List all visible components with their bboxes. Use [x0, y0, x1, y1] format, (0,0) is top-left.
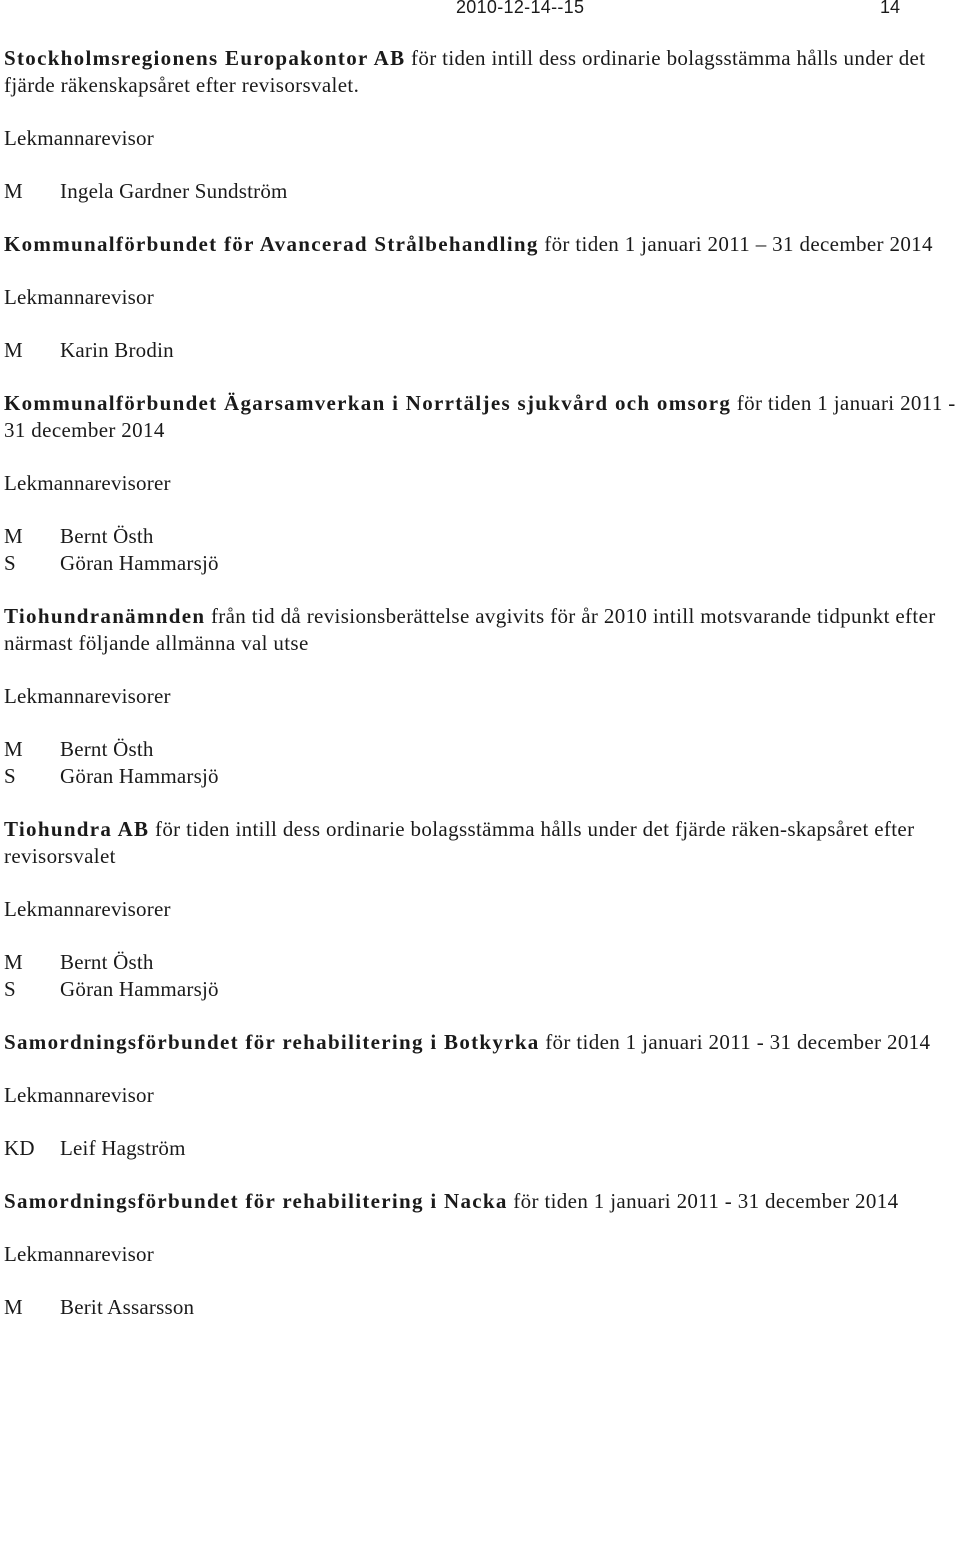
- term-description: för tiden 1 januari 2011 - 31 december 2014: [4, 391, 956, 442]
- entry-stockholmsregionens-europakontor: [4, 45, 956, 205]
- entry-heading: [4, 1188, 956, 1215]
- member-name: Bernt Östh: [60, 737, 154, 761]
- member-name: Leif Hagström: [60, 1136, 186, 1160]
- member-row: [4, 976, 956, 1003]
- term-description: för tiden intill dess ordinarie bolagsstämma hålls under det fjärde räken-skapsåret efter revisorsvalet: [4, 817, 915, 868]
- member-row: [4, 1135, 956, 1162]
- member-name: Berit Assarsson: [60, 1295, 195, 1319]
- member-row: [4, 949, 956, 976]
- member-name: Göran Hammarsjö: [60, 764, 219, 788]
- role-label: Lekmannarevisor: [4, 285, 154, 309]
- member-row: [4, 550, 956, 577]
- member-list: [4, 178, 956, 205]
- entry-heading: [4, 1029, 956, 1056]
- organization-name: Stockholmsregionens Europakontor AB: [4, 46, 406, 70]
- member-row: [4, 736, 956, 763]
- party-code: M: [4, 737, 23, 761]
- party-code: S: [4, 551, 16, 575]
- member-list: [4, 736, 956, 790]
- entry-avancerad-stralbehandling: [4, 231, 956, 364]
- organization-name: Tiohundra AB: [4, 817, 150, 841]
- term-description: för tiden 1 januari 2011 - 31 december 2014: [539, 1030, 931, 1054]
- organization-name: Samordningsförbundet för rehabilitering i Botkyrka: [4, 1030, 540, 1054]
- member-list: [4, 949, 956, 1003]
- entry-tiohundra-ab: [4, 816, 956, 1003]
- entry-heading: [4, 231, 956, 258]
- member-row: [4, 1294, 956, 1321]
- entry-agarsamverkan-norrtalje: [4, 390, 956, 577]
- document-body: [4, 45, 956, 1347]
- entry-tiohundranamnden: [4, 603, 956, 790]
- member-name: Göran Hammarsjö: [60, 977, 219, 1001]
- entry-heading: [4, 390, 956, 444]
- term-description: för tiden 1 januari 2011 – 31 december 2014: [538, 232, 933, 256]
- role-label: Lekmannarevisor: [4, 1242, 154, 1266]
- entry-heading: [4, 816, 956, 870]
- page-header: [0, 0, 960, 20]
- party-code: S: [4, 977, 16, 1001]
- member-row: [4, 178, 956, 205]
- organization-name: Samordningsförbundet för rehabilitering i Nacka: [4, 1189, 508, 1213]
- term-description: från tid då revisionsberättelse avgivits för år 2010 intill motsvarande tidpunkt efter närmast följande allmänna val utse: [4, 604, 936, 655]
- party-code: M: [4, 950, 23, 974]
- organization-name: Kommunalförbundet Ägarsamverkan i Norrtäljes sjukvård och omsorg: [4, 391, 732, 415]
- organization-name: Tiohundranämnden: [4, 604, 206, 628]
- term-description: för tiden intill dess ordinarie bolagsstämma hålls under det fjärde räkenskapsåret efter revisorsvalet.: [4, 46, 926, 97]
- organization-name: Kommunalförbundet för Avancerad Strålbehandling: [4, 232, 539, 256]
- party-code: M: [4, 524, 23, 548]
- role-label: Lekmannarevisorer: [4, 684, 171, 708]
- entry-samordningsforbundet-botkyrka: [4, 1029, 956, 1162]
- party-code: KD: [4, 1136, 35, 1160]
- member-list: [4, 1135, 956, 1162]
- party-code: S: [4, 764, 16, 788]
- member-row: [4, 523, 956, 550]
- page-number: 14: [880, 0, 901, 17]
- member-row: [4, 763, 956, 790]
- role-label: Lekmannarevisor: [4, 126, 154, 150]
- role-label: Lekmannarevisorer: [4, 897, 171, 921]
- party-code: M: [4, 1295, 23, 1319]
- member-list: [4, 523, 956, 577]
- party-code: M: [4, 338, 23, 362]
- term-description: för tiden 1 januari 2011 - 31 december 2014: [507, 1189, 899, 1213]
- member-name: Karin Brodin: [60, 338, 174, 362]
- party-code: M: [4, 179, 23, 203]
- entry-heading: [4, 603, 956, 657]
- document-date: 2010-12-14--15: [456, 0, 585, 17]
- member-list: [4, 337, 956, 364]
- entry-samordningsforbundet-nacka: [4, 1188, 956, 1321]
- member-name: Göran Hammarsjö: [60, 551, 219, 575]
- member-name: Bernt Östh: [60, 950, 154, 974]
- member-row: [4, 337, 956, 364]
- role-label: Lekmannarevisor: [4, 1083, 154, 1107]
- member-list: [4, 1294, 956, 1321]
- member-name: Ingela Gardner Sundström: [60, 179, 288, 203]
- entry-heading: [4, 45, 956, 99]
- role-label: Lekmannarevisorer: [4, 471, 171, 495]
- member-name: Bernt Östh: [60, 524, 154, 548]
